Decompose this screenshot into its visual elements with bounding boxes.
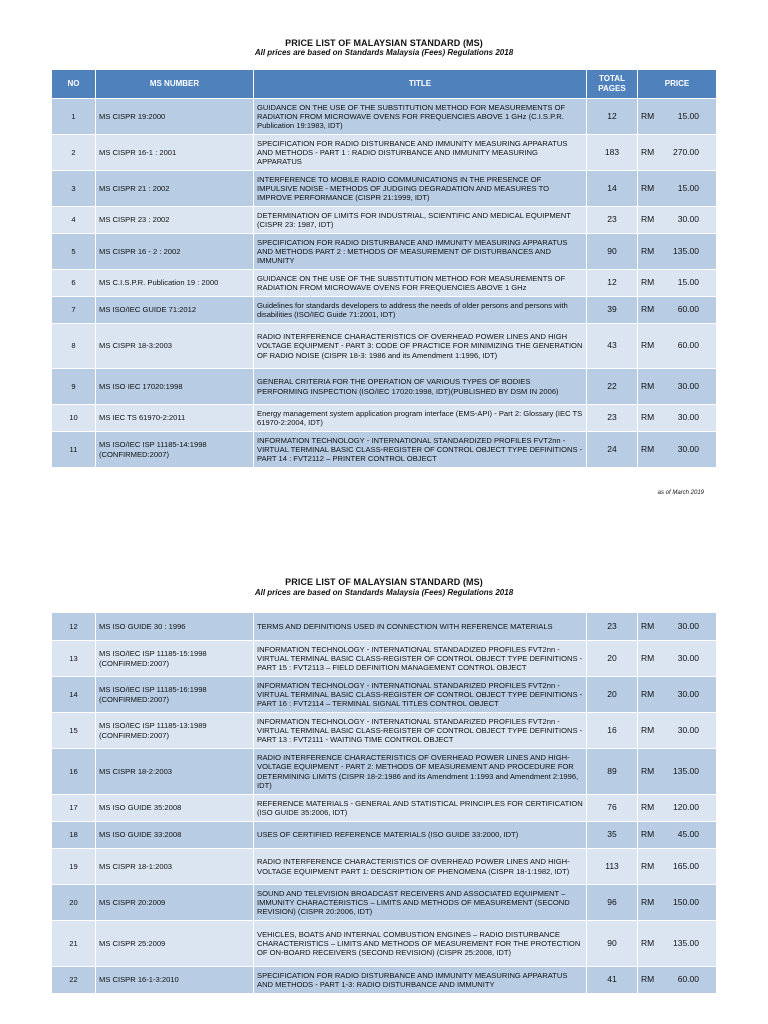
table-row [52,641,717,677]
total-pages: 96 [587,885,638,921]
standard-title: INTERFERENCE TO MOBILE RADIO COMMUNICATIONS IN THE PRESENCE OF IMPULSIVE NOISE - METHODS OF JUDGING DEGRADATION AND MEASURES TO IMPROVE PERFORMANCE (CISPR 21:1999, IDT) [254,171,587,207]
price-amount: 30.00 [677,688,699,699]
currency: RM [641,860,655,871]
standard-title: VEHICLES, BOATS AND INTERNAL COMBUSTION ENGINES – RADIO DISTURBANCE CHARACTERISTICS – LIMITS AND METHODS OF MEASUREMENT FOR THE PROTECTION OF ON-BOARD RECEIVERS (SECOND REVISION) (CISPR 25:2008, IDT) [254,921,587,967]
total-pages: 113 [587,849,638,885]
price-amount: 30.00 [677,724,699,735]
page-title: PRICE LIST OF MALAYSIAN STANDARD (MS) [285,577,483,587]
table-row [52,885,717,921]
price-amount: 30.00 [677,380,699,391]
row-number: 2 [52,135,96,171]
total-pages: 35 [587,822,638,849]
currency: RM [641,304,655,315]
as-of-date: as of March 2019 [657,490,704,496]
price-amount: 165.00 [673,860,699,871]
price-amount: 30.00 [677,214,699,225]
price-amount: 135.00 [673,765,699,776]
ms-number: MS CISPR 20:2009 [96,885,254,921]
row-number: 21 [52,921,96,967]
price-cell [638,405,717,432]
standard-title: INFORMATION TECHNOLOGY - INTERNATIONAL STANDARIZED PROFILES FVT2nn - VIRTUAL TERMINAL BASIC CLASS-REGISTER OF CONTROL OBJECT TYPE DEFINITIONS - PART 16 : FVT2114 – TERMINAL SIGNAL TITLES CONTROL OBJECT [254,677,587,713]
standard-title: Guidelines for standards developers to address the needs of older persons and persons with disabilities (ISO/IEC Guide 71:2001, IDT) [254,297,587,324]
row-number: 5 [52,234,96,270]
price-cell [638,171,717,207]
price-amount: 60.00 [677,304,699,315]
currency: RM [641,146,655,157]
table-row [52,405,717,432]
total-pages: 14 [587,171,638,207]
ms-number: MS ISO IEC 17020:1998 [96,369,254,405]
row-number: 4 [52,207,96,234]
standard-title: TERMS AND DEFINITIONS USED IN CONNECTION WITH REFERENCE MATERIALS [254,613,587,641]
ms-number: MS IEC TS 61970-2:2011 [96,405,254,432]
table-row [52,613,717,641]
currency: RM [641,896,655,907]
table-row [52,967,717,994]
row-number: 12 [52,613,96,641]
table-row [52,207,717,234]
ms-number: MS CISPR 16 - 2 : 2002 [96,234,254,270]
row-number: 19 [52,849,96,885]
price-cell [638,270,717,297]
row-number: 15 [52,713,96,749]
row-number: 11 [52,432,96,468]
ms-number: MS ISO GUIDE 30 : 1996 [96,613,254,641]
standard-title: USES OF CERTIFIED REFERENCE MATERIALS (ISO GUIDE 33:2000, IDT) [254,822,587,849]
price-amount: 30.00 [677,620,699,631]
currency: RM [641,829,655,840]
currency: RM [641,688,655,699]
price-cell [638,849,717,885]
row-number: 9 [52,369,96,405]
total-pages: 41 [587,967,638,994]
row-number: 14 [52,677,96,713]
price-cell [638,967,717,994]
price-cell [638,432,717,468]
price-cell [638,749,717,795]
row-number: 20 [52,885,96,921]
price-amount: 135.00 [673,937,699,948]
ms-number: MS CISPR 18-3:2003 [96,324,254,369]
standard-title: SPECIFICATION FOR RADIO DISTURBANCE AND IMMUNITY MEASURING APPARATUS AND METHODS PART 2 : METHODS OF MEASUREMENT OF DISTURBANCES AND IMMUNITY [254,234,587,270]
table-row [52,297,717,324]
standard-title: SOUND AND TELEVISION BROADCAST RECEIVERS AND ASSOCIATED EQUIPMENT – IMMUNITY CHARACTERISTICS – LIMITS AND METHODS OF MEASUREMENT (SECOND REVISION) (CISPR 20:2006, IDT) [254,885,587,921]
currency: RM [641,974,655,985]
ms-number: MS ISO/IEC ISP 11185-15:1998 (CONFIRMED:2007) [96,641,254,677]
table-row [52,234,717,270]
price-cell [638,297,717,324]
currency: RM [641,443,655,454]
price-cell [638,885,717,921]
total-pages: 89 [587,749,638,795]
table-header-row [52,70,717,99]
total-pages: 23 [587,405,638,432]
currency: RM [641,277,655,288]
row-number: 3 [52,171,96,207]
row-number: 16 [52,749,96,795]
ms-number: MS CISPR 16-1-3:2010 [96,967,254,994]
total-pages: 39 [587,297,638,324]
total-pages: 24 [587,432,638,468]
standard-title: INFORMATION TECHNOLOGY - INTERNATIONAL STANDADIZED PROFILES FVT2nn - VIRTUAL TERMINAL BASIC CLASS-REGISTER OF CONTROL OBJECT TYPE DEFINITIONS - PART 15 : FVT2113 – FIELD DEFINITION MANAGEMENT CONTROL OBJECT [254,641,587,677]
table-row [52,171,717,207]
ms-number: MS ISO GUIDE 33:2008 [96,822,254,849]
price-amount: 30.00 [677,652,699,663]
price-cell [638,234,717,270]
total-pages: 20 [587,641,638,677]
price-cell [638,99,717,135]
price-cell [638,613,717,641]
table-body [52,99,717,468]
page-subtitle: All prices are based on Standards Malaysia (Fees) Regulations 2018 [254,48,514,57]
price-cell [638,135,717,171]
ms-number: MS CISPR 18-1:2003 [96,849,254,885]
price-amount: 60.00 [677,340,699,351]
table-row [52,369,717,405]
ms-number: MS ISO GUIDE 35:2008 [96,795,254,822]
price-cell [638,822,717,849]
currency: RM [641,724,655,735]
table-row [52,921,717,967]
price-cell [638,795,717,822]
table-row [52,135,717,171]
row-number: 10 [52,405,96,432]
price-cell [638,921,717,967]
ms-number: MS ISO/IEC GUIDE 71:2012 [96,297,254,324]
price-amount: 270.00 [673,146,699,157]
standard-title: RADIO INTERFERENCE CHARACTERISTICS OF OVERHEAD POWER LINES AND HIGH VOLTAGE EQUIPMENT - PART 3: CODE OF PRACTICE FOR MINIMIZING THE GENERATION OF RADIO NOISE (CISPR 18-3: 1986 and its Amendment 1:1996, IDT) [254,324,587,369]
price-amount: 135.00 [673,245,699,256]
row-number: 17 [52,795,96,822]
price-table [51,612,717,994]
table-row [52,822,717,849]
row-number: 8 [52,324,96,369]
currency: RM [641,245,655,256]
header-no: NO [52,70,96,99]
total-pages: 23 [587,613,638,641]
ms-number: MS CISPR 23 : 2002 [96,207,254,234]
page-subtitle: All prices are based on Standards Malaysia (Fees) Regulations 2018 [254,588,514,597]
ms-number: MS ISO/IEC ISP 11185-16:1998 (CONFIRMED:2007) [96,677,254,713]
total-pages: 22 [587,369,638,405]
table-row [52,749,717,795]
table-row [52,849,717,885]
price-cell [638,369,717,405]
table-row [52,432,717,468]
price-amount: 150.00 [673,896,699,907]
ms-number: MS ISO/IEC ISP 11185-14:1998 (CONFIRMED:2007) [96,432,254,468]
price-amount: 15.00 [677,110,699,121]
standard-title: GUIDANCE ON THE USE OF THE SUBSTITUTION METHOD FOR MEASUREMENTS OF RADIATION FROM MICROWAVE OVENS FOR FREQUENCIES ABOVE 1 GHz [254,270,587,297]
row-number: 7 [52,297,96,324]
table-row [52,99,717,135]
ms-number: MS CISPR 25:2009 [96,921,254,967]
price-amount: 45.00 [677,829,699,840]
total-pages: 90 [587,234,638,270]
ms-number: MS CISPR 19:2000 [96,99,254,135]
currency: RM [641,652,655,663]
table-body [52,613,717,994]
table-row [52,324,717,369]
ms-number: MS ISO/IEC ISP 11185-13:1989 (CONFIRMED:2007) [96,713,254,749]
ms-number: MS CISPR 18-2:2003 [96,749,254,795]
price-table [51,69,717,468]
currency: RM [641,412,655,423]
currency: RM [641,802,655,813]
header-total-pages: TOTAL PAGES [587,70,638,99]
ms-number: MS C.I.S.P.R. Publication 19 : 2000 [96,270,254,297]
row-number: 1 [52,99,96,135]
standard-title: GENERAL CRITERIA FOR THE OPERATION OF VARIOUS TYPES OF BODIES PERFORMING INSPECTION (ISO/IEC 17020:1998, IDT)(PUBLISHED BY DSM IN 2006) [254,369,587,405]
standard-title: SPECIFICATION FOR RADIO DISTURBANCE AND IMMUNITY MEASURING APPARATUS AND METHODS - PART 1-3: RADIO DISTURBANCE AND IMMUNITY [254,967,587,994]
price-cell [638,713,717,749]
price-amount: 15.00 [677,277,699,288]
currency: RM [641,110,655,121]
ms-number: MS CISPR 16-1 : 2001 [96,135,254,171]
currency: RM [641,182,655,193]
price-amount: 30.00 [677,443,699,454]
price-cell [638,641,717,677]
standard-title: RADIO INTERFERENCE CHARACTERISTICS OF OVERHEAD POWER LINES AND HIGH-VOLTAGE EQUIPMENT - PART 2: METHODS OF MEASUREMENT AND PROCEDURE FOR DETERMINING LIMITS (CISPR 18-2:1986 and its Amendment 1:1993 and Amendment 2:1996, IDT) [254,749,587,795]
row-number: 18 [52,822,96,849]
price-amount: 60.00 [677,974,699,985]
price-amount: 15.00 [677,182,699,193]
header-title: TITLE [254,70,587,99]
standard-title: INFORMATION TECHNOLOGY - INTERNATIONAL STANDARIZED PROFILES FVT2nn - VIRTUAL TERMINAL BASIC CLASS-REGISTER OF CONTROL OBJECT TYPE DEFINITIONS - PART 13 : FVT2111 - WAITING TIME CONTROL OBJECT [254,713,587,749]
table-row [52,270,717,297]
header-price: PRICE [638,70,717,99]
total-pages: 16 [587,713,638,749]
currency: RM [641,340,655,351]
total-pages: 183 [587,135,638,171]
standard-title: Energy management system application program interface (EMS-API) - Part 2: Glossary (IEC TS 61970-2:2004, IDT) [254,405,587,432]
currency: RM [641,380,655,391]
total-pages: 12 [587,99,638,135]
standard-title: SPECIFICATION FOR RADIO DISTURBANCE AND IMMUNITY MEASURING APPARATUS AND METHODS - PART 1 : RADIO DISTURBANCE AND IMMUNITY MEASURING APPARATUS [254,135,587,171]
table-row [52,677,717,713]
row-number: 6 [52,270,96,297]
page-title: PRICE LIST OF MALAYSIAN STANDARD (MS) [285,38,483,48]
price-amount: 30.00 [677,412,699,423]
row-number: 13 [52,641,96,677]
price-amount: 120.00 [673,802,699,813]
total-pages: 90 [587,921,638,967]
standard-title: DETERMINATION OF LIMITS FOR INDUSTRIAL, SCIENTIFIC AND MEDICAL EQUIPMENT (CISPR 23: 1987, IDT) [254,207,587,234]
total-pages: 12 [587,270,638,297]
table-row [52,713,717,749]
row-number: 22 [52,967,96,994]
ms-number: MS CISPR 21 : 2002 [96,171,254,207]
currency: RM [641,214,655,225]
standard-title: INFORMATION TECHNOLOGY - INTERNATIONAL STANDARDIZED PROFILES FVT2nn - VIRTUAL TERMINAL BASIC CLASS-REGISTER OF CONTROL OBJECT TYPE DEFINITIONS - PART 14 : FVT2112 – PRINTER CONTROL OBJECT [254,432,587,468]
currency: RM [641,765,655,776]
price-cell [638,677,717,713]
total-pages: 43 [587,324,638,369]
price-cell [638,207,717,234]
standard-title: GUIDANCE ON THE USE OF THE SUBSTITUTION METHOD FOR MEASUREMENTS OF RADIATION FROM MICROWAVE OVENS FOR FREQUENCIES ABOVE 1 GHz (C.I.S.P.R. Publication 19:1983, IDT) [254,99,587,135]
total-pages: 23 [587,207,638,234]
table-row [52,795,717,822]
price-cell [638,324,717,369]
total-pages: 76 [587,795,638,822]
standard-title: RADIO INTERFERENCE CHARACTERISTICS OF OVERHEAD POWER LINES AND HIGH-VOLTAGE EQUIPMENT PART 1: DESCRIPTION OF PHENOMENA (CISPR 18-1:1982, IDT) [254,849,587,885]
currency: RM [641,620,655,631]
currency: RM [641,937,655,948]
total-pages: 20 [587,677,638,713]
header-ms-number: MS NUMBER [96,70,254,99]
standard-title: REFERENCE MATERIALS - GENERAL AND STATISTICAL PRINCIPLES FOR CERTIFICATION (ISO GUIDE 35:2006, IDT) [254,795,587,822]
